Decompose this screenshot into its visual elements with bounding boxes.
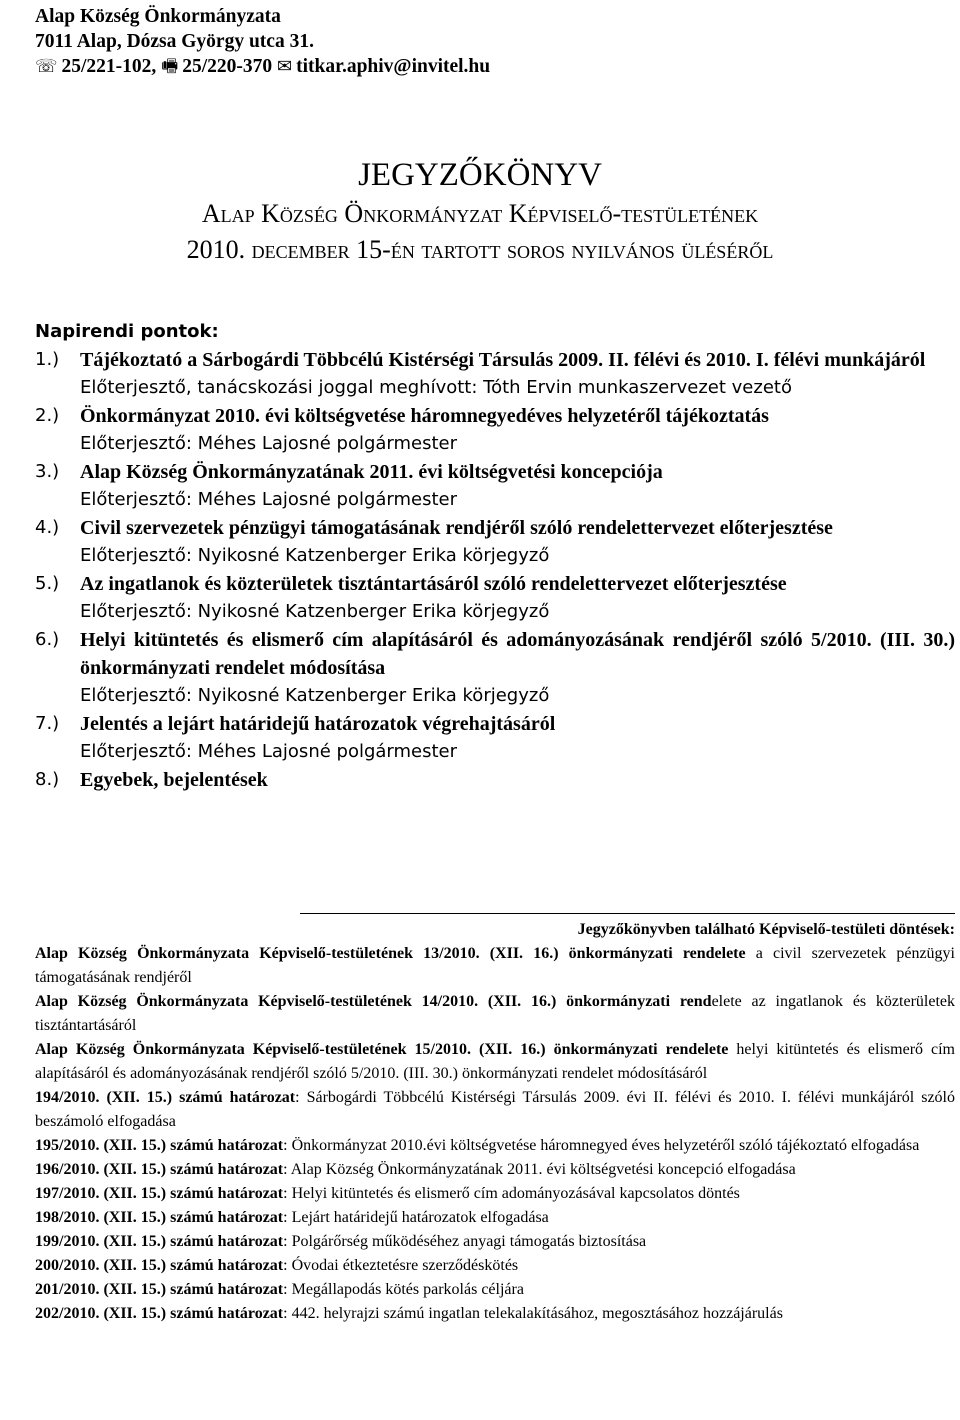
agenda-item-number: 2.): [35, 405, 60, 426]
decision-entry: [35, 1206, 955, 1230]
decision-entry: [35, 1230, 955, 1254]
agenda-item: [35, 710, 955, 766]
email-icon: ✉: [276, 56, 293, 76]
document-subtitle-2: 2010. december 15-én tartott soros nyilvános üléséről: [186, 235, 774, 264]
agenda-item-number: 6.): [35, 629, 60, 650]
agenda-item-presenter: Előterjesztő: Méhes Lajosné polgármester: [80, 489, 458, 510]
decision-reference: 202/2010. (XII. 15.) számú határozat: [35, 1305, 284, 1322]
agenda-item-presenter: Előterjesztő: Méhes Lajosné polgármester: [80, 741, 458, 762]
decision-reference: 201/2010. (XII. 15.) számú határozat: [35, 1281, 284, 1298]
decision-entry: [35, 1278, 955, 1302]
decision-reference: 200/2010. (XII. 15.) számú határozat: [35, 1257, 284, 1274]
decision-entry: [35, 1302, 955, 1326]
divider-line: [300, 913, 955, 914]
letterhead: [35, 4, 490, 79]
agenda-item-presenter: Előterjesztő: Nyikosné Katzenberger Erika körjegyző: [80, 601, 550, 622]
decision-entry: [35, 1038, 955, 1086]
decision-text: : Helyi kitüntetés és elismerő cím adományozásával kapcsolatos döntés: [283, 1185, 740, 1202]
document-subtitle-1: Alap Község Önkormányzat Képviselő-testületének: [201, 199, 759, 228]
fax-number: 25/220-370: [182, 56, 273, 77]
agenda-item-number: 5.): [35, 573, 60, 594]
agenda: [35, 318, 955, 794]
decision-reference: 199/2010. (XII. 15.) számú határozat: [35, 1233, 284, 1250]
decision-reference: Alap Község Önkormányzata Képviselő-testületének 15/2010. (XII. 16.) önkormányzati rendelete: [35, 1041, 729, 1058]
decision-reference: 197/2010. (XII. 15.) számú határozat: [35, 1185, 284, 1202]
decision-entry: [35, 990, 955, 1038]
agenda-item: [35, 626, 955, 710]
agenda-item-title: Az ingatlanok és közterületek tisztántartásáról szóló rendelettervezet előterjesztése: [80, 573, 787, 595]
agenda-item: [35, 570, 955, 626]
agenda-item-title: Egyebek, bejelentések: [80, 769, 268, 791]
agenda-item: [35, 402, 955, 458]
decision-reference: 195/2010. (XII. 15.) számú határozat: [35, 1137, 284, 1154]
agenda-item-title: Tájékoztató a Sárbogárdi Többcélú Kistérségi Társulás 2009. II. félévi és 2010. I. félévi munkájáról: [80, 349, 926, 371]
agenda-item-presenter: Előterjesztő: Nyikosné Katzenberger Erika körjegyző: [80, 545, 550, 566]
decision-text: : Óvodai étkeztetésre szerződéskötés: [283, 1257, 519, 1274]
decisions-heading: Jegyzőkönyvben található Képviselő-testületi döntések:: [577, 921, 955, 938]
agenda-item: [35, 766, 955, 794]
agenda-item-presenter: Előterjesztő: Nyikosné Katzenberger Erika körjegyző: [80, 685, 550, 706]
agenda-item: [35, 458, 955, 514]
org-name: Alap Község Önkormányzata: [35, 6, 281, 27]
agenda-item-number: 4.): [35, 517, 60, 538]
decision-entry: [35, 942, 955, 990]
phone-icon: ☏: [35, 56, 58, 76]
decision-text: : Alap Község Önkormányzatának 2011. évi költségvetési koncepció elfogadása: [283, 1161, 796, 1178]
decision-reference: 196/2010. (XII. 15.) számú határozat: [35, 1161, 284, 1178]
agenda-item-title: Helyi kitüntetés és elismerő cím alapításáról és adományozásának rendjéről szóló 5/2010. (III. 30.) önkormányzati rendelet módosítása: [80, 629, 955, 679]
decision-text: : Önkormányzat 2010.évi költségvetése háromnegyed éves helyzetéről szóló tájékoztató elfogadása: [283, 1137, 920, 1154]
agenda-item: [35, 346, 955, 402]
document-title: JEGYZŐKÖNYV: [358, 157, 602, 193]
phone-number: 25/221-102,: [61, 56, 157, 77]
agenda-item-presenter: Előterjesztő, tanácskozási joggal meghívott: Tóth Ervin munkaszervezet vezető: [80, 377, 792, 398]
agenda-item-number: 1.): [35, 349, 60, 370]
decision-reference: 194/2010. (XII. 15.) számú határozat: [35, 1089, 296, 1106]
agenda-heading: Napirendi pontok:: [35, 321, 219, 342]
agenda-item-title: Önkormányzat 2010. évi költségvetése háromnegyedéves helyzetéről tájékoztatás: [80, 405, 769, 427]
decision-text: elete az ingatlanok és közterületek tisztántartásáról: [35, 993, 956, 1034]
agenda-item-title: Civil szervezetek pénzügyi támogatásának rendjéről szóló rendelettervezet előterjesztése: [80, 517, 833, 539]
decision-text: a civil szervezetek pénzügyi támogatásának rendjéről: [35, 945, 955, 986]
decision-entry: [35, 1182, 955, 1206]
decision-text: helyi kitüntetés és elismerő cím alapításáról és adományozásának rendjéről szóló 5/2010. (III. 30.) önkormányzati rendelet módosításáról: [35, 1041, 956, 1082]
org-address: 7011 Alap, Dózsa György utca 31.: [35, 31, 314, 52]
decision-entry: [35, 1254, 955, 1278]
decision-entry: [35, 1134, 955, 1158]
decision-reference: Alap Község Önkormányzata Képviselő-testületének 13/2010. (XII. 16.) önkormányzati rendelete: [35, 945, 746, 962]
decision-text: : Sárbogárdi Többcélú Kistérségi Társulás 2009. évi II. félévi és 2010. I. félévi munkájáról szóló beszámoló elfogadása: [35, 1089, 955, 1130]
fax-icon: 🖷: [161, 56, 179, 76]
agenda-item-presenter: Előterjesztő: Méhes Lajosné polgármester: [80, 433, 458, 454]
decision-reference: 198/2010. (XII. 15.) számú határozat: [35, 1209, 284, 1226]
agenda-item-number: 3.): [35, 461, 60, 482]
agenda-item-title: Alap Község Önkormányzatának 2011. évi költségvetési koncepciója: [80, 461, 663, 483]
decisions-list: [35, 918, 955, 1326]
agenda-item-number: 8.): [35, 769, 60, 790]
agenda-item-number: 7.): [35, 713, 60, 734]
email-address: titkar.aphiv@invitel.hu: [296, 56, 491, 77]
decision-reference: Alap Község Önkormányzata Képviselő-testületének 14/2010. (XII. 16.) önkormányzati rend: [35, 993, 712, 1010]
agenda-item-title: Jelentés a lejárt határidejű határozatok végrehajtásáról: [80, 713, 556, 735]
decision-text: : 442. helyrajzi számú ingatlan telekalakításához, megosztásához hozzájárulás: [283, 1305, 783, 1322]
decision-text: : Polgárőrség működéséhez anyagi támogatás biztosítása: [283, 1233, 647, 1250]
decision-text: : Lejárt határidejű határozatok elfogadása: [283, 1209, 549, 1226]
decision-entry: [35, 1158, 955, 1182]
agenda-item: [35, 514, 955, 570]
decision-text: : Megállapodás kötés parkolás céljára: [283, 1281, 524, 1298]
contact-line: [35, 54, 490, 79]
decision-entry: [35, 1086, 955, 1134]
